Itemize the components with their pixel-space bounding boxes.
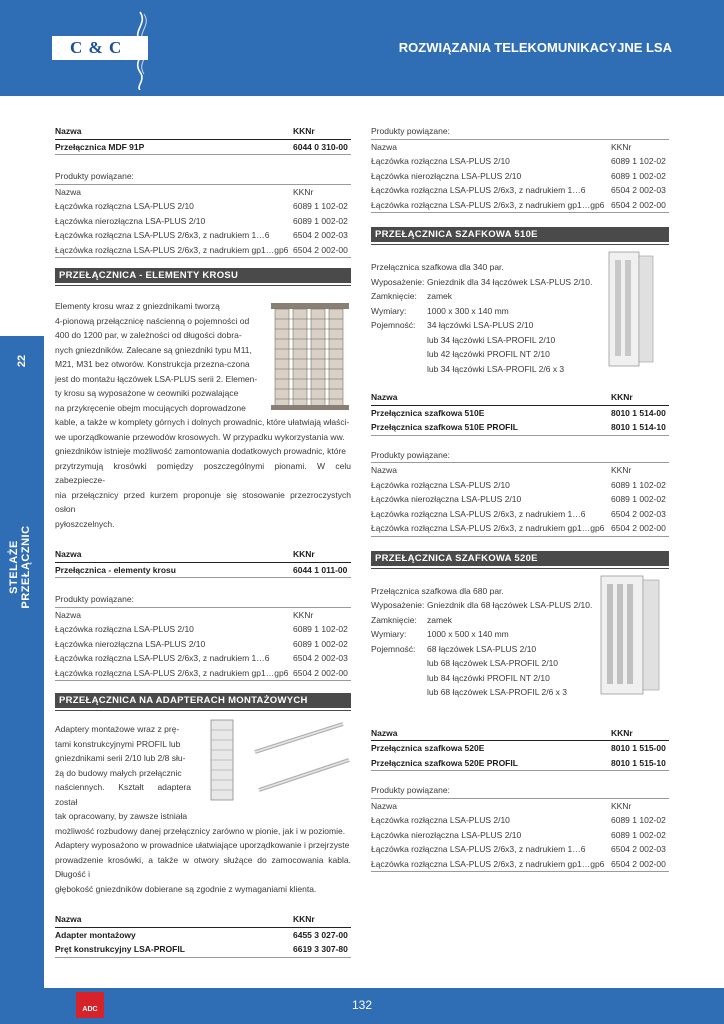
product-row: Adapter montażowy 6455 3 027-00: [55, 929, 348, 940]
related-header: Nazwa KKNr: [371, 462, 669, 478]
table-header: Nazwa KKNr: [371, 390, 669, 406]
cabinet-520e-image: [599, 574, 663, 698]
related-row: Łączówka nierozłączna LSA-PLUS 2/10 6089 1 002-02: [371, 494, 666, 504]
side-chapter-strip: [0, 336, 44, 1024]
cabinet-spec: Wyposażenie: Gniezdnik dla 34 łączówek LSA-PLUS 2/10. Zamknięcie: zamek Wymiary: 1000 x 300 x 140 mm Pojemność: 34 łączówki LSA-PLUS 2/10 lub 34 łączówki LSA-PROFIL 2/10 lub 42 łączówki PROFIL NT 2/10 lub 34 łączówki LSA-PROFIL 2/6 x 3: [371, 276, 593, 374]
related-row: Łączówka rozłączna LSA-PLUS 2/6x3, z nadrukiem 1…6 6504 2 002-03: [371, 185, 666, 195]
section-title: PRZEŁĄCZNICA SZAFKOWA 510E: [371, 227, 669, 242]
company-logo: C & C: [70, 38, 123, 57]
cabinet-intro: Przełącznica szafkowa dla 340 par.: [371, 262, 504, 272]
related-header: Nazwa KKNr: [371, 798, 669, 814]
related-row: Łączówka nierozłączna LSA-PLUS 2/10 6089 1 002-02: [55, 215, 348, 226]
cabinet-510e-image: [607, 250, 657, 370]
table-header: Nazwa KKNr: [55, 912, 351, 928]
product-row: Przełącznica - elementy krosu 6044 1 011-00: [55, 563, 351, 579]
page-number: 132: [351, 998, 373, 1012]
product-row: Pręt konstrukcyjny LSA-PROFIL 6619 3 307-80: [55, 942, 351, 958]
section-description-cont: możliwość rozbudowy danej przełącznicy zarówno w pionie, jak i w poziomie. Adaptery wyposażono w prowadnice ułatwiające uporządkowanie i przejrzyste prowadzenie krosówki, a także w otwory służące do zamocowania kabla. Długość i głębokość gniezdników dobierane są zgodnie z wymaganiami klienta.: [55, 825, 351, 894]
related-header: Nazwa KKNr: [371, 139, 669, 155]
section-description: Adaptery montażowe wraz z prę- tami konstrukcyjnymi PROFIL lub gniezdnikami serii 2/10 lub 2/8 słu- żą do budowy małych przełącznic naściennych. Kształt adaptera został tak opracowany, by zawsze istniała: [55, 724, 191, 821]
product-row: Przełącznica MDF 91P 6044 0 310-00: [55, 140, 351, 156]
product-row: Przełącznica szafkowa 520E PROFIL 8010 1 515-10: [371, 756, 669, 772]
related-row: Łączówka rozłączna LSA-PLUS 2/6x3, z nadrukiem 1…6 6504 2 002-03: [371, 508, 666, 519]
cabinet-spec: Wyposażenie: Gniezdnik dla 68 łączówek LSA-PLUS 2/10. Zamknięcie: zamek Wymiary: 1000 x 500 x 140 mm Pojemność: 68 łączówek LSA-PLUS 2/10 lub 68 łączówek LSA-PROFIL 2/10 lub 84 łączówki PROFIL NT 2/10 lub 68 łączówek LSA-PROFIL 2/6 x 3: [371, 600, 593, 697]
related-row: Łączówka nierozłączna LSA-PLUS 2/10 6089 1 002-02: [55, 638, 348, 649]
related-row: Łączówka rozłączna LSA-PLUS 2/10 6089 1 102-02: [371, 479, 666, 490]
section-title: PRZEŁĄCZNICA - ELEMENTY KROSU: [55, 268, 351, 283]
related-label: Produkty powiązane:: [371, 126, 450, 136]
product-row: Przełącznica szafkowa 510E PROFIL 8010 1 514-10: [371, 420, 669, 436]
related-row: Łączówka rozłączna LSA-PLUS 2/6x3, z nadrukiem 1…6 6504 2 002-03: [55, 653, 348, 663]
table-header: Nazwa KKNr: [371, 726, 669, 742]
section-description-cont: kable, a także w komplety górnych i dolnych prowadnic, które ułatwiają właści- we uporządkowanie przewodów krosowych. W przypadku wykorzystania ww. gniezdników istnieje możliwość zamontowania dodatkowych prowadnic, które przytrzymują krosówki pomiędzy poszczególnymi pionami. W celu zabezpiecze- nia przełącznicy przed kurzem proponuje się stosowanie przezroczystych osłon pyłoszczelnych.: [55, 417, 351, 529]
related-row: Łączówka rozłączna LSA-PLUS 2/6x3, z nadrukiem 1…6 6504 2 002-03: [371, 844, 666, 854]
related-row: Łączówka nierozłączna LSA-PLUS 2/10 6089 1 002-02: [371, 170, 666, 181]
table-header: Nazwa KKNr: [55, 547, 351, 563]
section-title: PRZEŁĄCZNICA SZAFKOWA 520E: [371, 551, 669, 566]
chapter-number: 22: [16, 354, 28, 368]
related-row: Łączówka rozłączna LSA-PLUS 2/6x3, z nadrukiem gp1…gp6 6504 2 002-00: [371, 521, 669, 537]
related-row: Łączówka rozłączna LSA-PLUS 2/6x3, z nadrukiem gp1…gp6 6504 2 002-00: [55, 243, 351, 259]
section-title: PRZEŁĄCZNICA NA ADAPTERACH MONTAŻOWYCH: [55, 693, 351, 708]
related-row: Łączówka rozłączna LSA-PLUS 2/6x3, z nadrukiem gp1…gp6 6504 2 002-00: [371, 857, 669, 873]
related-label: Produkty powiązane:: [371, 785, 450, 795]
related-header: Nazwa KKNr: [55, 607, 351, 623]
section-description: Elementy krosu wraz z gniezdnikami tworzą 4-pionową przełącznicę naścienną o pojemności od 400 do 1200 par, w zależności od długości dobra- nych gniezdników. Zalecane są gniezdniki typu M11, M21, M31 bez otworów. Konstrukcja przezna-czona jest do montażu łączówek LSA-PLUS serii 2. Elemen- ty krosu są wyposażone w ceowniki pozwalające na przykręcenie obejm mocujących doprowadzone: [55, 301, 258, 413]
adc-logo: ADC: [76, 992, 104, 1018]
related-header: Nazwa KKNr: [55, 184, 351, 200]
product-row: Przełącznica szafkowa 520E 8010 1 515-00: [371, 743, 666, 753]
related-row: Łączówka nierozłączna LSA-PLUS 2/10 6089 1 002-02: [371, 829, 666, 840]
product-row: Przełącznica szafkowa 510E 8010 1 514-00: [371, 407, 666, 418]
cabinet-intro: Przełącznica szafkowa dla 680 par.: [371, 585, 504, 596]
mounting-adapter-image: [203, 718, 351, 808]
left-column: [55, 124, 351, 958]
cross-connect-frame-image: [269, 299, 351, 415]
related-row: Łączówka rozłączna LSA-PLUS 2/6x3, z nadrukiem gp1…gp6 6504 2 002-00: [55, 666, 351, 682]
related-label: Produkty powiązane:: [55, 594, 134, 604]
related-row: Łączówka rozłączna LSA-PLUS 2/10 6089 1 102-02: [55, 624, 348, 634]
chapter-label: STELAŻE PRZEŁĄCZNIC: [8, 525, 32, 609]
related-row: Łączówka rozłączna LSA-PLUS 2/6x3, z nadrukiem gp1…gp6 6504 2 002-00: [371, 198, 669, 214]
related-label: Produkty powiązane:: [371, 449, 450, 460]
related-label: Produkty powiązane:: [55, 171, 134, 181]
related-row: Łączówka rozłączna LSA-PLUS 2/10 6089 1 102-02: [371, 815, 666, 825]
right-column: [371, 124, 669, 872]
table-header: Nazwa KKNr: [55, 124, 351, 140]
related-row: Łączówka rozłączna LSA-PLUS 2/6x3, z nadrukiem 1…6 6504 2 002-03: [55, 230, 348, 240]
page-title: ROZWIĄZANIA TELEKOMUNIKACYJNE LSA: [398, 40, 672, 55]
related-row: Łączówka rozłączna LSA-PLUS 2/10 6089 1 102-02: [55, 201, 348, 211]
related-row: Łączówka rozłączna LSA-PLUS 2/10 6089 1 102-02: [371, 156, 666, 166]
